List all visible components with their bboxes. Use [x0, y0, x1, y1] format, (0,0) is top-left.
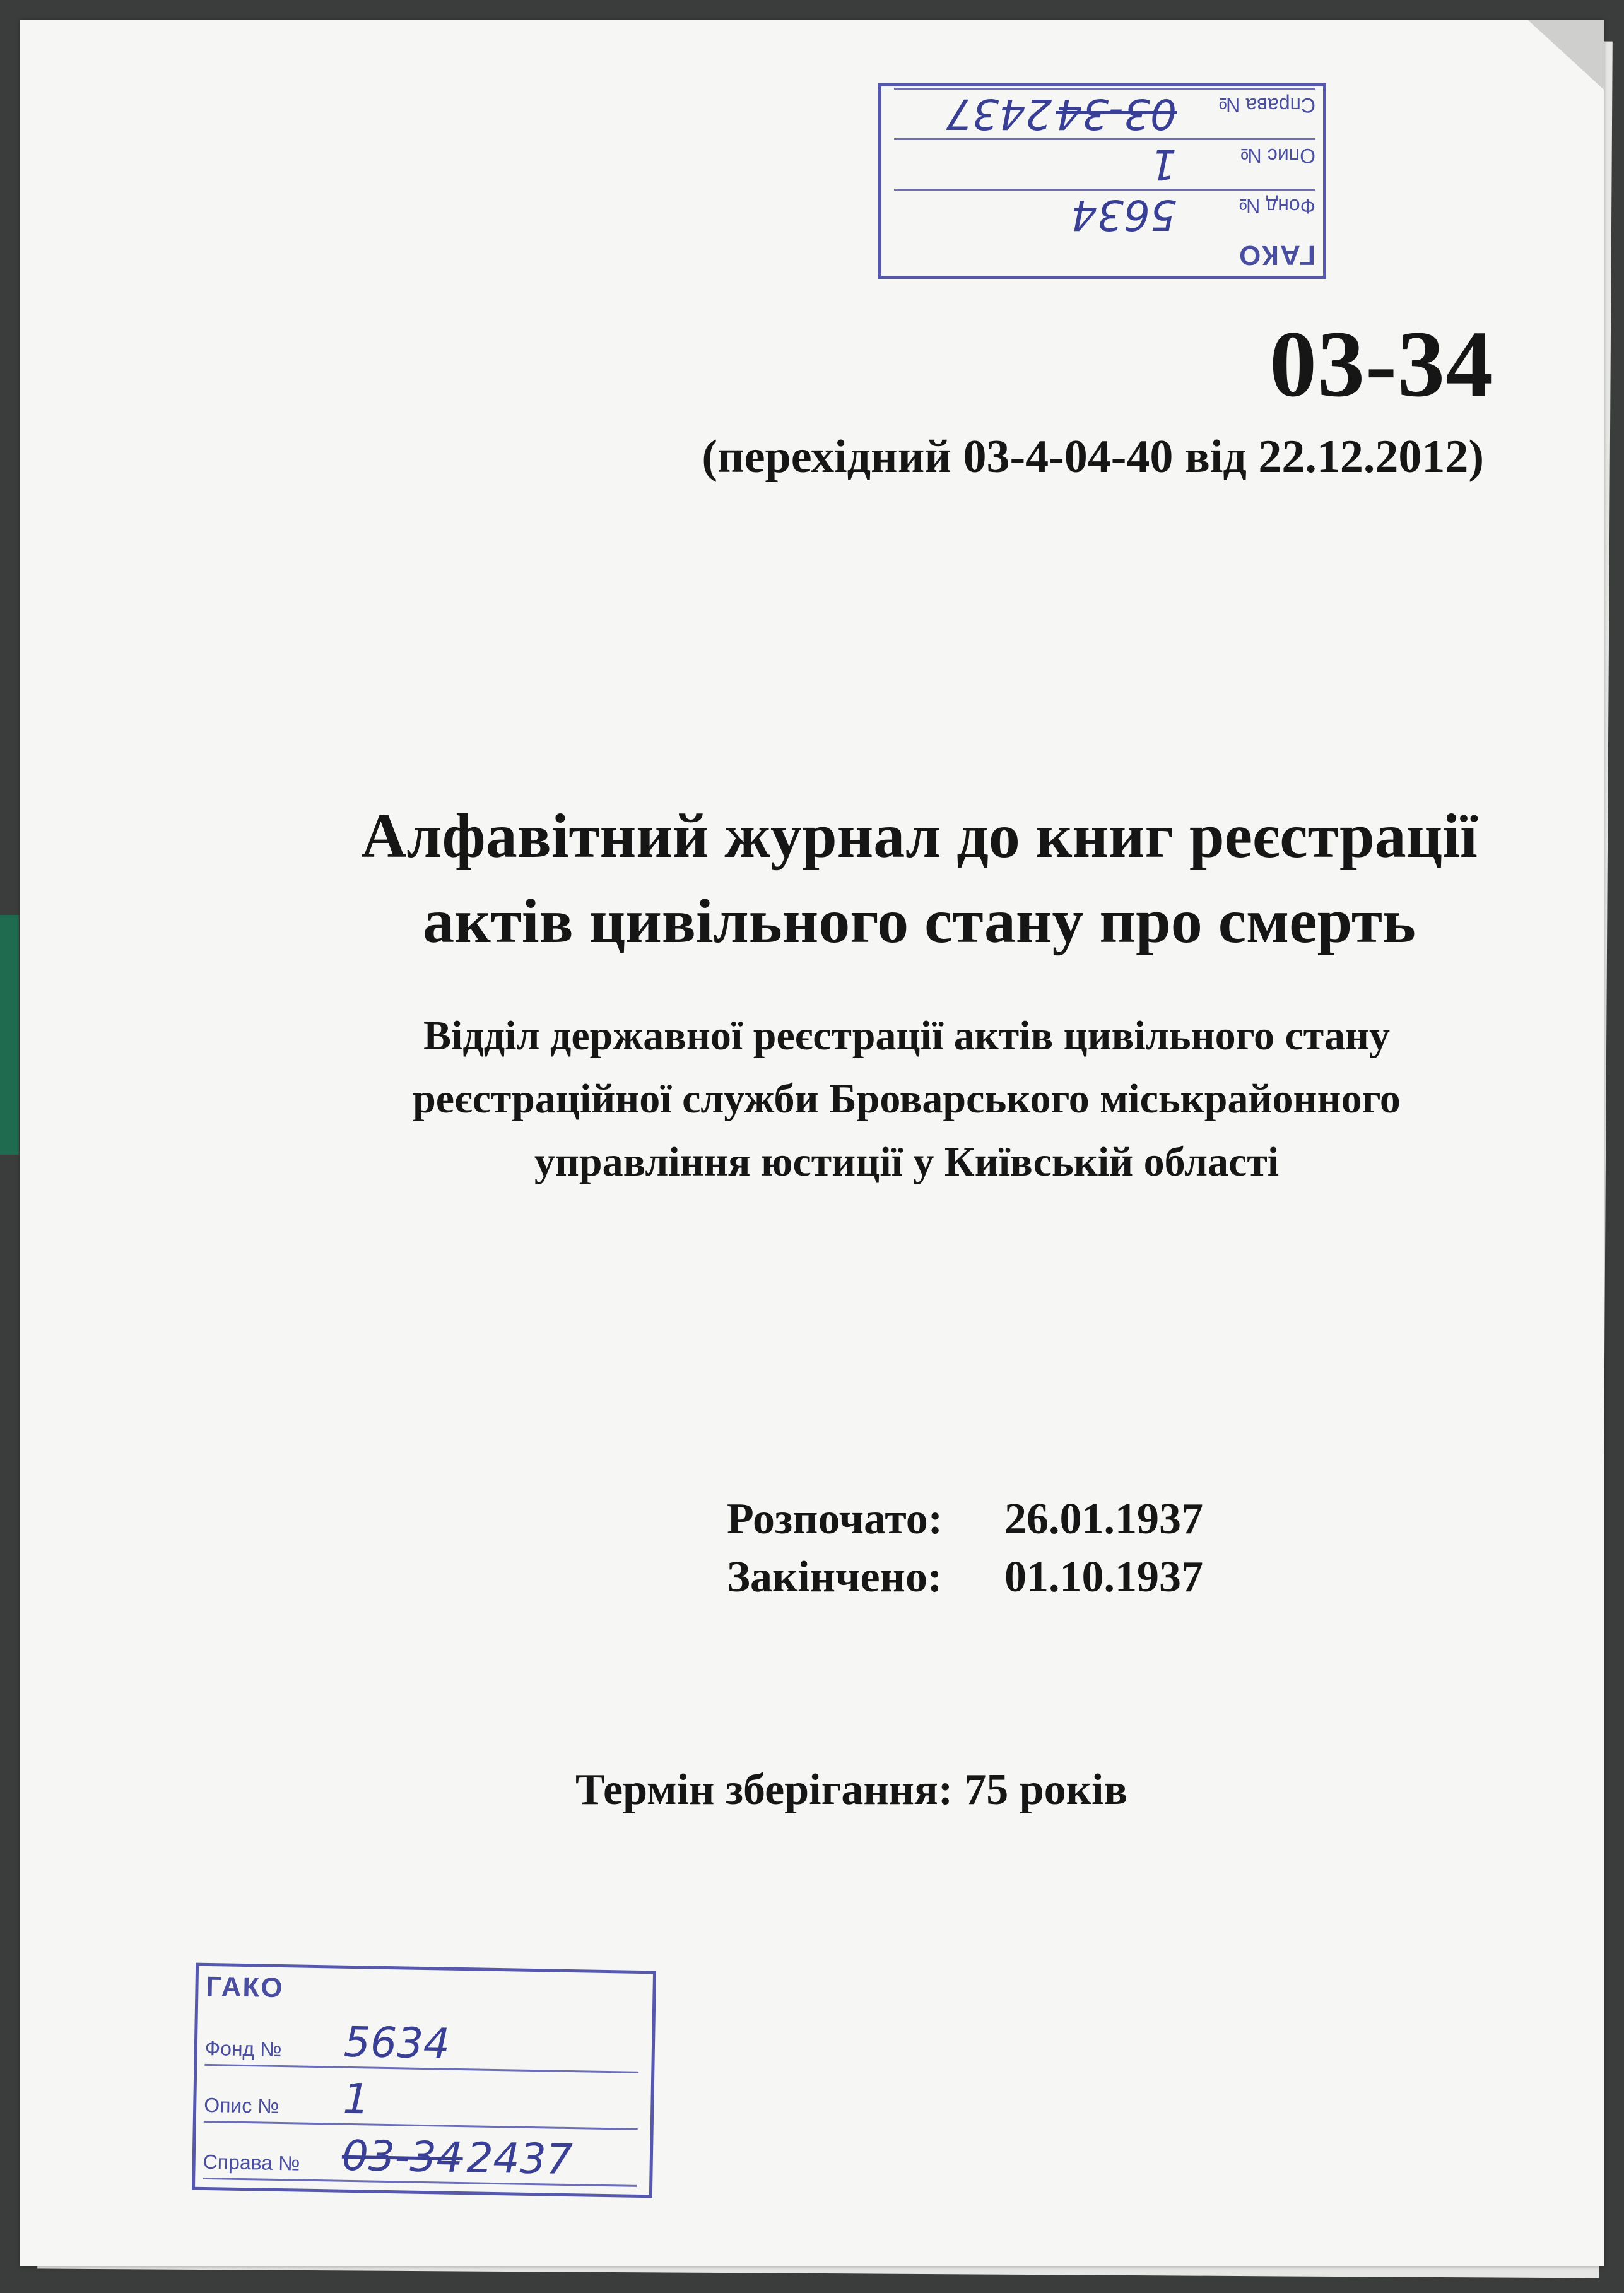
finished-row: [727, 1548, 1203, 1606]
stamp-org-label: ГАКО: [206, 1971, 284, 2004]
stamp-row-opys: [204, 2070, 638, 2130]
stamp-opys-label: Опис №: [1240, 144, 1315, 167]
cover-page: [20, 20, 1604, 2266]
document-title: [20, 793, 1604, 964]
stamp-row-fond: [894, 189, 1315, 241]
stamp-sprava-new: 2437: [466, 2133, 574, 2184]
started-label: Розпочато:: [727, 1495, 943, 1543]
stamp-sprava-old: 03-34: [1056, 90, 1177, 138]
finished-label: Закінчено:: [727, 1553, 943, 1601]
retention-value: 75 років: [964, 1765, 1128, 1814]
stamp-fond-label: Фонд №: [204, 2036, 282, 2061]
case-number: 03-34: [1269, 312, 1493, 416]
stamp-row-sprava: [203, 2127, 637, 2187]
title-line-1: Алфавітний журнал до книг реєстрації: [361, 801, 1478, 871]
stamp-sprava-label: Справа №: [203, 2150, 300, 2175]
stamp-fond-value: 5634: [343, 2017, 450, 2068]
scan-edge-marker: [0, 915, 19, 1155]
stamp-opys-value: 1: [342, 2074, 370, 2124]
date-range: [727, 1490, 1203, 1606]
stamp-row-opys: [894, 138, 1315, 191]
finished-value: 01.10.1937: [1004, 1553, 1203, 1601]
started-value: 26.01.1937: [1004, 1495, 1203, 1543]
department-line-2: реєстраційної служби Броварського міськрайонного: [413, 1076, 1401, 1122]
department-line-3: управління юстиції у Київській області: [534, 1139, 1280, 1185]
stamp-sprava-value: [341, 2131, 573, 2184]
stamp-row-fond: [204, 2013, 639, 2073]
stamp-opys-value: 1: [1150, 140, 1177, 189]
stamp-org-label: ГАКО: [1237, 240, 1315, 271]
retention-period: [575, 1765, 1128, 1814]
stamp-sprava-old: 03-34: [341, 2131, 464, 2183]
stamp-fond-value: 5634: [1071, 191, 1177, 239]
stamp-sprava-label: Справа №: [1218, 94, 1315, 117]
retention-label: Термін зберігання:: [575, 1765, 953, 1814]
stamp-row-sprava: [894, 88, 1315, 140]
started-row: [727, 1490, 1203, 1548]
department-line-1: Відділ державної реєстрації актів цивільного стану: [423, 1013, 1390, 1059]
archive-stamp-bottom: [192, 1963, 656, 2198]
stamp-sprava-new: 2437: [946, 90, 1052, 138]
stamp-opys-label: Опис №: [203, 2093, 279, 2118]
title-line-2: актів цивільного стану про смерть: [423, 886, 1416, 956]
stamp-sprava-value: [946, 90, 1177, 138]
transitional-note: (перехідний 03-4-04-40 від 22.12.2012): [702, 431, 1484, 483]
folded-corner: [1528, 20, 1604, 90]
department-block: [20, 1005, 1604, 1194]
stamp-fond-label: Фонд №: [1239, 195, 1315, 218]
archive-stamp-top: [878, 83, 1326, 279]
